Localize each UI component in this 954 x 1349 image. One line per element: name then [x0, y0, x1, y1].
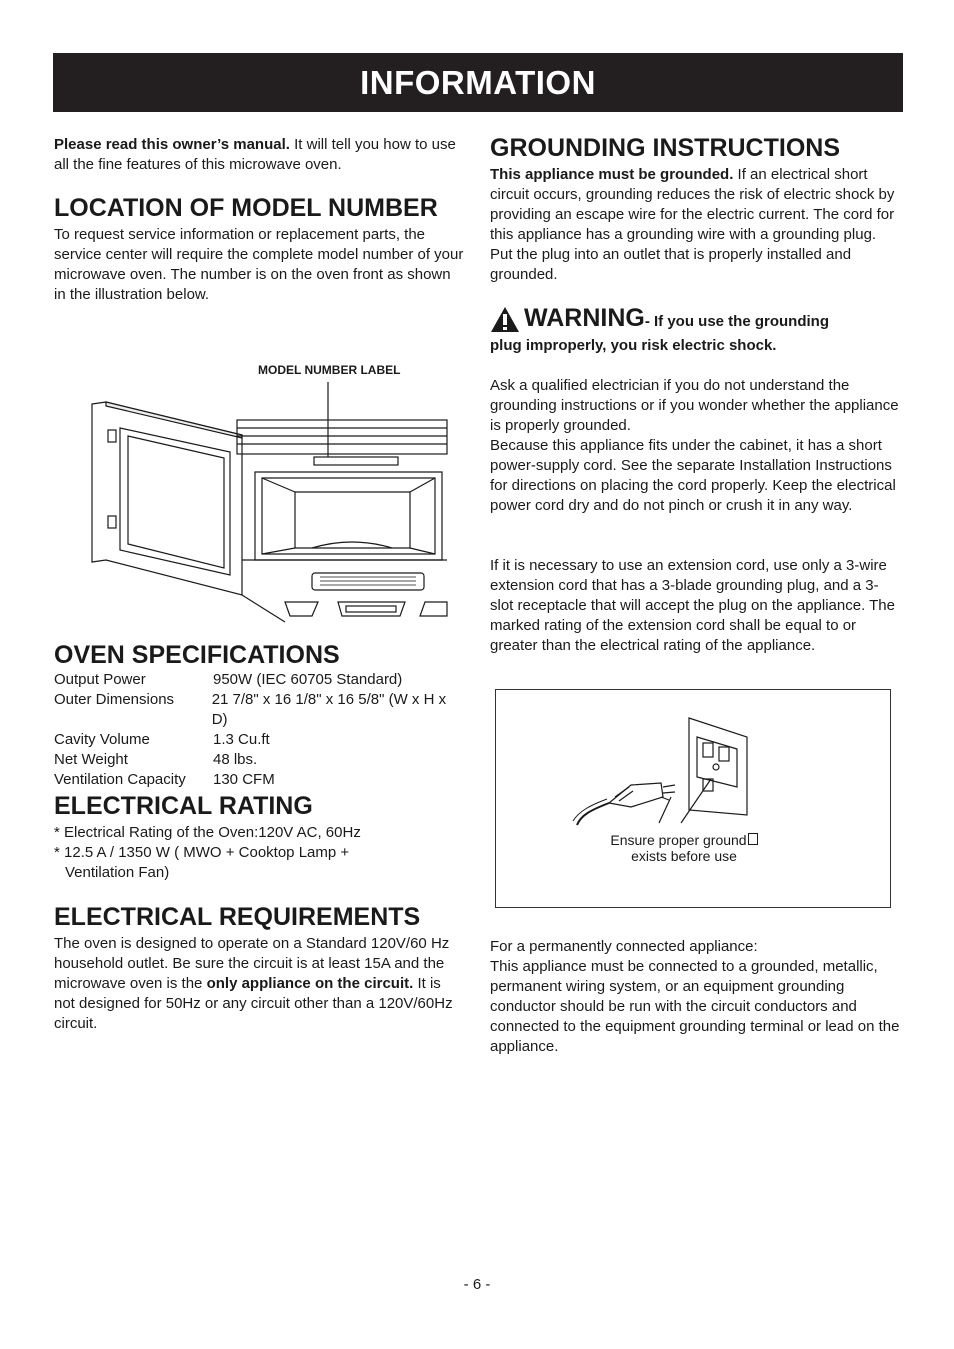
- location-section: [54, 193, 464, 305]
- because-text: Because this appliance fits under the cabinet, it has a short power-supply cord. See the separate Installation Instructions for directions on placing the cord properly. Keep the electrical power cord dry and do not pinch or crush it in any way.: [490, 437, 896, 514]
- requirements-section: [54, 902, 464, 1034]
- rating-line-2: * 12.5 A / 1350 W ( MWO + Cooktop Lamp +: [54, 844, 350, 861]
- warning-icon: [490, 306, 520, 333]
- ask-electrician: [490, 376, 900, 516]
- glyph-box-icon: [748, 833, 758, 845]
- spec-key: Ventilation Capacity: [54, 771, 186, 788]
- ask-text: Ask a qualified electrician if you do not understand the grounding instructions or if you wonder whether the appliance is properly grounded.: [490, 377, 899, 434]
- grounding-figure: [495, 689, 891, 908]
- warning-dash-text: - If you use the grounding: [644, 313, 829, 330]
- rating-heading: ELECTRICAL RATING: [54, 792, 313, 820]
- permanent-line-1: For a permanently connected appliance:: [490, 938, 758, 955]
- specs-heading: OVEN SPECIFICATIONS: [54, 641, 340, 669]
- spec-row: [54, 750, 464, 770]
- spec-row: [54, 670, 464, 690]
- rating-line-3: Ventilation Fan): [65, 864, 170, 881]
- rating-section: [54, 791, 464, 883]
- figure-caption: [496, 832, 872, 864]
- spec-row: [54, 770, 464, 790]
- location-heading: LOCATION OF MODEL NUMBER: [54, 194, 438, 222]
- spec-value: 1.3 Cu.ft: [213, 731, 270, 748]
- figure-caption-line-2: exists before use: [631, 848, 737, 864]
- spec-value: 950W (IEC 60705 Standard): [213, 671, 403, 688]
- intro-rest: It will tell you how to use all the fine features of this microwave oven.: [54, 136, 456, 173]
- specs-section: [54, 640, 464, 790]
- model-number-label-caption: MODEL NUMBER LABEL: [258, 363, 401, 377]
- spec-value: 130 CFM: [213, 771, 275, 788]
- grounding-heading: GROUNDING INSTRUCTIONS: [490, 134, 840, 162]
- intro-bold: Please read this owner’s manual.: [54, 136, 290, 153]
- spec-value: 21 7/8" x 16 1/8" x 16 5/8" (W x H x D): [211, 691, 447, 728]
- page-number: - 6 -: [463, 1276, 491, 1293]
- page-banner: INFORMATION: [53, 53, 903, 112]
- plug-outlet-illustration: [571, 715, 761, 830]
- grounding-body: [490, 165, 900, 285]
- warning-block: [490, 303, 900, 356]
- location-body: To request service information or replacement parts, the service center will require the complete model number of your microwave oven. The number is on the oven front as shown in the illustration below.: [54, 226, 464, 303]
- requirements-body: [54, 934, 464, 1034]
- extension-text: If it is necessary to use an extension cord, use only a 3-wire extension cord that has a 3-blade grounding plug, and a 3-slot receptacle that will accept the plug on the appliance. The marked rating of the extension cord shall be equal to or greater than the electrical rating of the appliance.: [490, 557, 895, 654]
- requirements-heading: ELECTRICAL REQUIREMENTS: [54, 903, 421, 931]
- permanent-connection: [490, 937, 900, 1057]
- requirements-text-2: It is not designed for 50Hz or any circuit other than a 120V/60Hz circuit.: [54, 975, 453, 1032]
- grounding-bold: This appliance must be grounded.: [490, 166, 734, 183]
- warning-word: WARNING: [524, 304, 645, 332]
- spec-key: Output Power: [54, 671, 146, 688]
- grounding-section: [490, 133, 900, 285]
- spec-key: Cavity Volume: [54, 731, 150, 748]
- warning-line: [490, 303, 900, 333]
- spec-row: [54, 690, 464, 730]
- spec-key: Outer Dimensions: [54, 691, 175, 708]
- caption-text-1: Ensure proper ground: [610, 832, 747, 848]
- spec-row: [54, 730, 464, 750]
- spec-value: 48 lbs.: [213, 751, 258, 768]
- grounding-text: If an electrical short circuit occurs, grounding reduces the risk of electric shock by providing an escape wire for the electric current. The cord for this appliance has a grounding wire with a grounding plug. Put the plug into an outlet that is properly installed and grounded.: [490, 166, 895, 283]
- spec-key: Net Weight: [54, 751, 128, 768]
- permanent-body: This appliance must be connected to a grounded, metallic, permanent wiring system, or an equipment grounding conductor should be run with the circuit conductors and connected to the equipment grounding terminal or lead on the appliance.: [490, 958, 900, 1055]
- requirements-text-1: The oven is designed to operate on a Standard 120V/60 Hz household outlet. Be sure the circuit is at least 15A and the microwave oven is the: [54, 935, 450, 992]
- warning-line-2: plug improperly, you risk electric shock.: [490, 337, 777, 354]
- requirements-bold: only appliance on the circuit.: [206, 975, 414, 992]
- rating-line-1: * Electrical Rating of the Oven:120V AC, 60Hz: [54, 824, 361, 841]
- oven-illustration: [80, 380, 450, 625]
- figure-caption-line-1: [496, 832, 872, 848]
- intro-paragraph: [54, 135, 464, 175]
- extension-cord: [490, 556, 900, 656]
